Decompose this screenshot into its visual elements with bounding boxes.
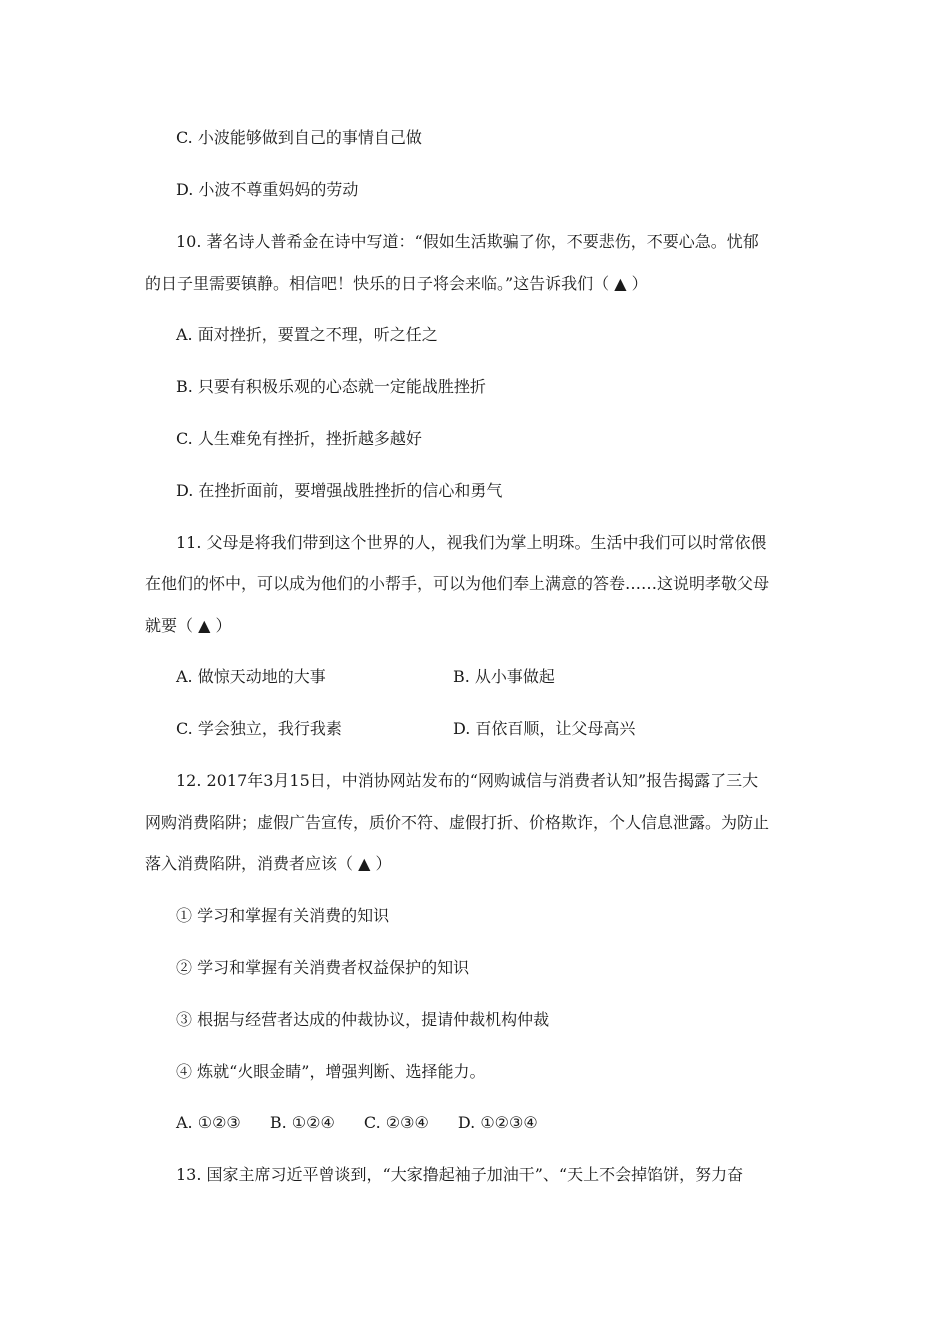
q12-item-2: ② 学习和掌握有关消费者权益保护的知识 (176, 958, 470, 977)
q12-item-1: ① 学习和掌握有关消费的知识 (176, 906, 390, 925)
q9-option-c: C. 小波能够做到自己的事情自己做 (176, 128, 422, 147)
q10-option-b: B. 只要有积极乐观的心态就一定能战胜挫折 (176, 377, 486, 396)
q12-options-row (176, 1113, 562, 1133)
q10-stem-line2: 的日子里需要镇静。相信吧！快乐的日子将会来临。”这告诉我们（ ▲ ） (145, 274, 648, 293)
q12-stem-line1: 12. 2017年3月15日，中消协网站发布的“网购诚信与消费者认知”报告揭露了三大 (176, 771, 759, 790)
q11-stem-line1: 11. 父母是将我们带到这个世界的人，视我们为掌上明珠。生活中我们可以时常依偎 (176, 533, 767, 552)
q11-option-c: C. 学会独立，我行我素 (176, 719, 342, 738)
q11-option-d: D. 百依百顺，让父母高兴 (453, 719, 636, 738)
q12-option-c: C. ②③④ (363, 1113, 429, 1132)
q11-stem-line2: 在他们的怀中，可以成为他们的小帮手，可以为他们奉上满意的答卷……这说明孝敬父母 (145, 574, 770, 593)
q11-option-b: B. 从小事做起 (453, 667, 555, 686)
q12-item-3: ③ 根据与经营者达成的仲裁协议，提请仲裁机构仲裁 (176, 1010, 550, 1029)
q11-option-a: A. 做惊天动地的大事 (176, 667, 326, 686)
q12-option-b: B. ①②④ (269, 1113, 335, 1132)
q11-stem-line3: 就要（ ▲ ） (145, 616, 232, 635)
q12-option-d: D. ①②③④ (457, 1113, 538, 1132)
q10-stem-line1: 10. 著名诗人普希金在诗中写道：“假如生活欺骗了你，不要悲伤，不要心急。忧郁 (176, 232, 759, 251)
q10-option-d: D. 在挫折面前，要增强战胜挫折的信心和勇气 (176, 481, 503, 500)
q12-stem-line2: 网购消费陷阱；虚假广告宣传，质价不符、虚假打折、价格欺诈，个人信息泄露。为防止 (145, 813, 770, 832)
q12-item-4: ④ 炼就“火眼金睛”，增强判断、选择能力。 (176, 1062, 486, 1081)
q9-option-d: D. 小波不尊重妈妈的劳动 (176, 180, 359, 199)
q10-option-c: C. 人生难免有挫折，挫折越多越好 (176, 429, 422, 448)
q12-stem-line3: 落入消费陷阱，消费者应该（ ▲ ） (145, 854, 392, 873)
q13-stem-line1: 13. 国家主席习近平曾谈到，“大家撸起袖子加油干”、“天上不会掉馅饼，努力奋 (176, 1165, 744, 1184)
q10-option-a: A. 面对挫折，要置之不理，听之任之 (176, 325, 438, 344)
q12-option-a: A. ①②③ (176, 1113, 241, 1132)
